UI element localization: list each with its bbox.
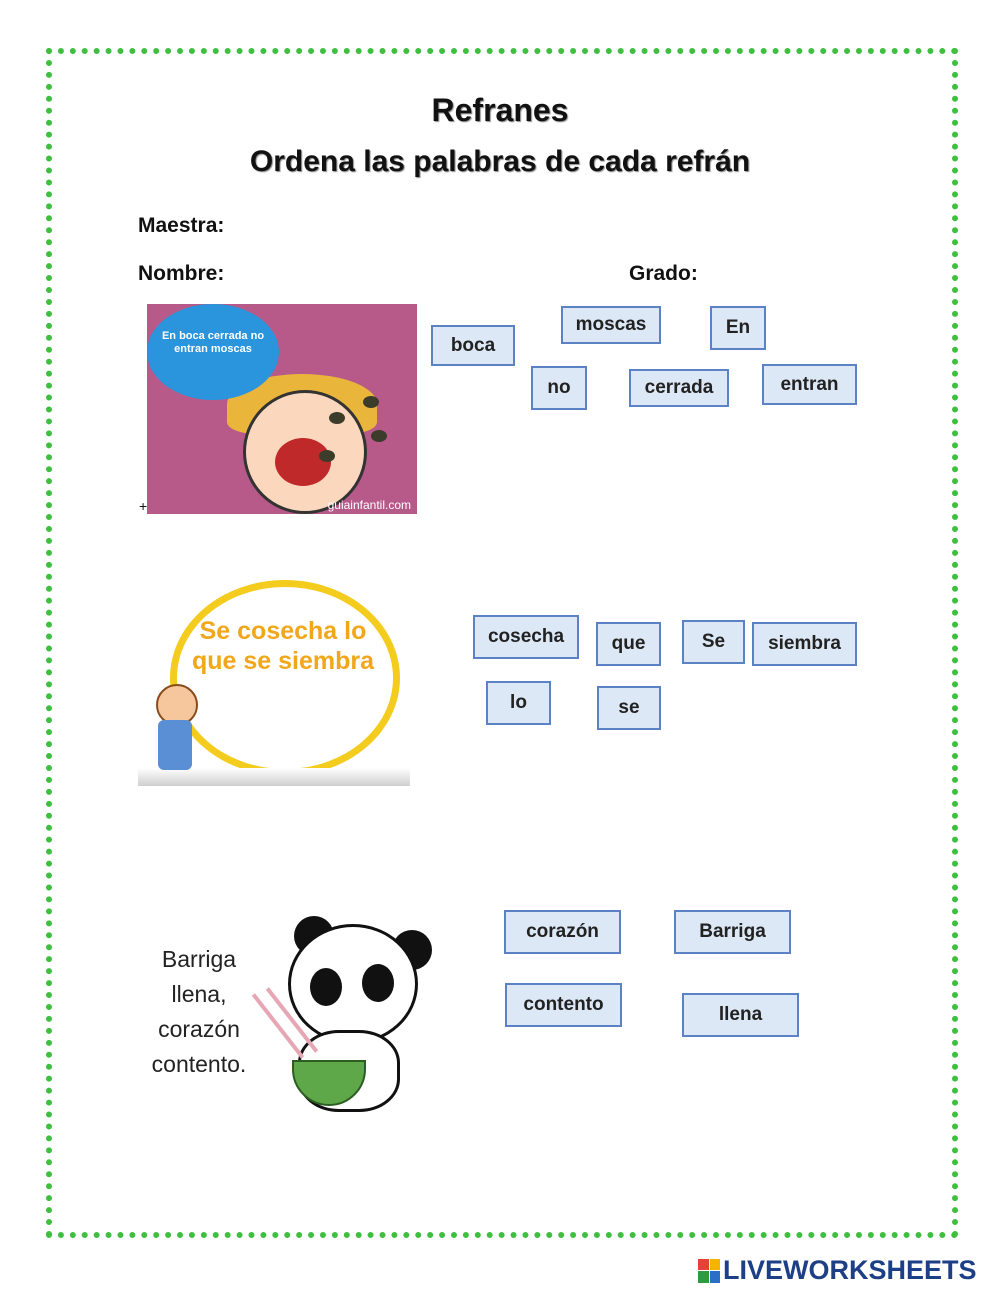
grade-label: Grado: — [629, 262, 698, 285]
word-box-2-6[interactable]: se — [597, 686, 661, 730]
word-box-3-2[interactable]: Barriga — [674, 910, 791, 954]
page-subtitle: Ordena las palabras de cada refrán — [249, 145, 751, 178]
word-box-1-4[interactable]: no — [531, 366, 587, 410]
word-box-3-4[interactable]: llena — [682, 993, 799, 1037]
fly-icon — [319, 450, 335, 462]
word-box-1-6[interactable]: entran — [762, 364, 857, 405]
speech-bubble: En boca cerrada no entran moscas — [147, 304, 279, 400]
floor-shadow — [138, 768, 410, 786]
word-box-2-5[interactable]: lo — [486, 681, 551, 725]
panda-eye — [362, 964, 394, 1002]
word-box-3-1[interactable]: corazón — [504, 910, 621, 954]
fly-icon — [363, 396, 379, 408]
word-box-3-3[interactable]: contento — [505, 983, 622, 1027]
logo-icon — [698, 1259, 720, 1283]
word-box-1-3[interactable]: En — [710, 306, 766, 350]
proverb-image-3 — [140, 910, 440, 1110]
word-box-1-2[interactable]: moscas — [561, 306, 661, 344]
word-box-2-4[interactable]: siembra — [752, 622, 857, 666]
logo-text: LIVEWORKSHEETS — [723, 1255, 977, 1285]
image-credit: guiainfantil.com — [327, 498, 411, 512]
name-label: Nombre: — [138, 262, 225, 285]
yellow-circle — [170, 580, 400, 776]
panda-eye — [310, 968, 342, 1006]
proverb-image-text: Se cosecha lo que se siembra — [191, 617, 375, 675]
girl-mouth — [275, 438, 331, 486]
word-box-2-3[interactable]: Se — [682, 620, 745, 664]
word-box-1-1[interactable]: boca — [431, 325, 515, 366]
boy-body — [158, 720, 192, 770]
liveworksheets-logo — [698, 1255, 977, 1286]
word-box-1-5[interactable]: cerrada — [629, 369, 729, 407]
proverb-image-2 — [138, 570, 410, 786]
fly-icon — [371, 430, 387, 442]
panda-head — [288, 924, 418, 1044]
teacher-label: Maestra: — [138, 214, 225, 237]
marker: + — [139, 498, 148, 514]
proverb-image-text: Barriga llena, corazón contento. — [151, 946, 247, 1077]
word-box-2-1[interactable]: cosecha — [473, 615, 579, 659]
word-box-2-2[interactable]: que — [596, 622, 661, 666]
page-title: Refranes — [431, 92, 569, 128]
fly-icon — [329, 412, 345, 424]
proverb-image-1 — [147, 304, 417, 514]
